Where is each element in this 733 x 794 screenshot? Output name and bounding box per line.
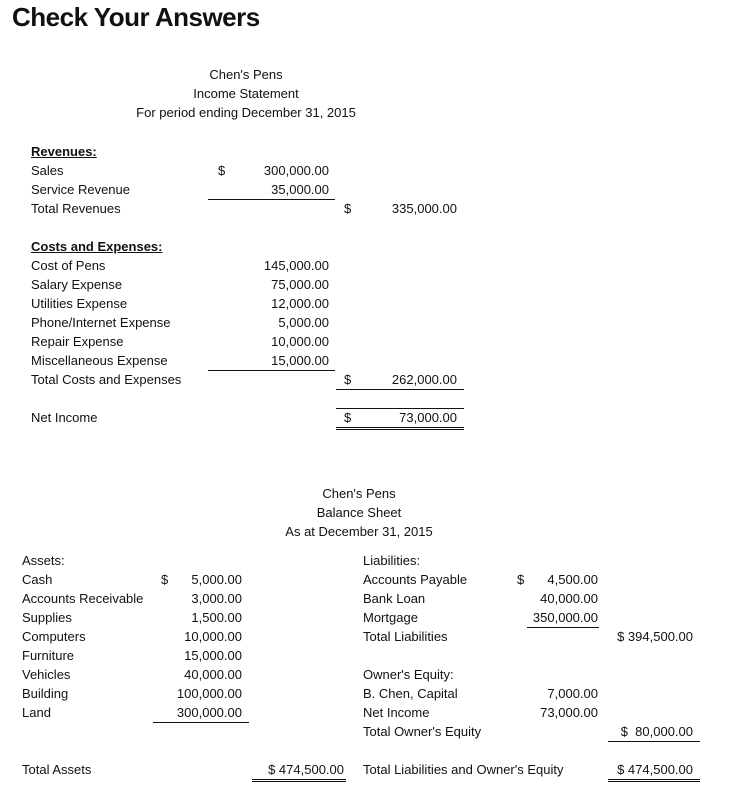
capital-label: B. Chen, Capital	[363, 686, 458, 701]
asset-value: 15,000.00	[184, 648, 242, 663]
liability-label: Mortgage	[363, 610, 418, 625]
is-company: Chen's Pens	[209, 67, 283, 82]
assets-header: Assets:	[22, 553, 65, 568]
asset-value: 40,000.00	[184, 667, 242, 682]
liability-label: Bank Loan	[363, 591, 426, 606]
ap-currency: $	[517, 572, 525, 587]
revenue-subtotal-rule	[208, 199, 335, 200]
net-income-currency: $	[344, 410, 352, 425]
total-assets-label: Total Assets	[22, 762, 92, 777]
asset-label: Computers	[22, 629, 86, 644]
total-equity-value: $ 80,000.00	[620, 724, 693, 739]
liability-value: 40,000.00	[540, 591, 598, 606]
asset-value: 10,000.00	[184, 629, 242, 644]
expense-label: Repair Expense	[31, 334, 124, 349]
total-equity-rule	[608, 741, 700, 742]
asset-value: 100,000.00	[176, 686, 242, 701]
liability-label: Accounts Payable	[363, 572, 468, 587]
expense-value: 145,000.00	[263, 258, 329, 273]
net-income-label: Net Income	[31, 410, 98, 425]
expense-value: 12,000.00	[271, 296, 329, 311]
costs-header: Costs and Expenses:	[31, 239, 163, 254]
revenues-header: Revenues:	[31, 144, 97, 159]
total-costs-currency: $	[344, 372, 352, 387]
asset-label: Furniture	[22, 648, 75, 663]
net-income-value: 73,000.00	[399, 410, 457, 425]
asset-label: Land	[22, 705, 51, 720]
expense-value: 5,000.00	[278, 315, 329, 330]
expense-label: Phone/Internet Expense	[31, 315, 171, 330]
expense-value: 10,000.00	[271, 334, 329, 349]
cash-currency: $	[161, 572, 169, 587]
bs-net-income-label: Net Income	[363, 705, 430, 720]
total-revenues-currency: $	[344, 201, 352, 216]
total-le-double-rule	[608, 779, 700, 782]
total-liabilities-value: $ 394,500.00	[617, 629, 693, 644]
expense-label: Miscellaneous Expense	[31, 353, 168, 368]
expense-label: Salary Expense	[31, 277, 123, 292]
bs-date: As at December 31, 2015	[285, 524, 433, 539]
service-value: 35,000.00	[271, 182, 329, 197]
expenses-subtotal-rule	[208, 370, 335, 371]
is-period: For period ending December 31, 2015	[136, 105, 356, 120]
expense-label: Cost of Pens	[31, 258, 106, 273]
expense-value: 15,000.00	[271, 353, 329, 368]
total-revenues-label: Total Revenues	[31, 201, 121, 216]
total-costs-rule	[336, 389, 464, 390]
assets-subtotal-rule	[153, 722, 249, 723]
total-costs-label: Total Costs and Expenses	[31, 372, 182, 387]
liabilities-subtotal-rule	[527, 627, 599, 628]
bs-title: Balance Sheet	[316, 505, 402, 520]
sales-value: 300,000.00	[263, 163, 329, 178]
asset-value: 1,500.00	[191, 610, 242, 625]
sales-currency: $	[218, 163, 226, 178]
liabilities-header: Liabilities:	[363, 553, 421, 568]
expense-label: Utilities Expense	[31, 296, 128, 311]
net-income-double-rule	[336, 427, 464, 430]
bs-company: Chen's Pens	[322, 486, 396, 501]
total-assets-value: $ 474,500.00	[268, 762, 344, 777]
capital-value: 7,000.00	[547, 686, 598, 701]
equity-header: Owner's Equity:	[363, 667, 454, 682]
expense-value: 75,000.00	[271, 277, 329, 292]
total-costs-value: 262,000.00	[391, 372, 457, 387]
asset-value: 5,000.00	[191, 572, 242, 587]
asset-label: Cash	[22, 572, 53, 587]
sales-label: Sales	[31, 163, 64, 178]
total-equity-label: Total Owner's Equity	[363, 724, 482, 739]
total-liabilities-label: Total Liabilities	[363, 629, 448, 644]
asset-value: 300,000.00	[176, 705, 242, 720]
total-revenues-value: 335,000.00	[391, 201, 457, 216]
total-assets-double-rule	[252, 779, 346, 782]
page-title: Check Your Answers	[12, 2, 260, 32]
is-title: Income Statement	[193, 86, 299, 101]
asset-label: Accounts Receivable	[22, 591, 144, 606]
total-le-label: Total Liabilities and Owner's Equity	[363, 762, 564, 777]
service-label: Service Revenue	[31, 182, 130, 197]
asset-label: Vehicles	[22, 667, 71, 682]
asset-label: Building	[22, 686, 69, 701]
net-income-top-rule	[336, 408, 464, 409]
asset-label: Supplies	[22, 610, 72, 625]
liability-value: 350,000.00	[532, 610, 598, 625]
total-le-value: $ 474,500.00	[617, 762, 693, 777]
liability-value: 4,500.00	[547, 572, 598, 587]
bs-net-income-value: 73,000.00	[540, 705, 598, 720]
asset-value: 3,000.00	[191, 591, 242, 606]
